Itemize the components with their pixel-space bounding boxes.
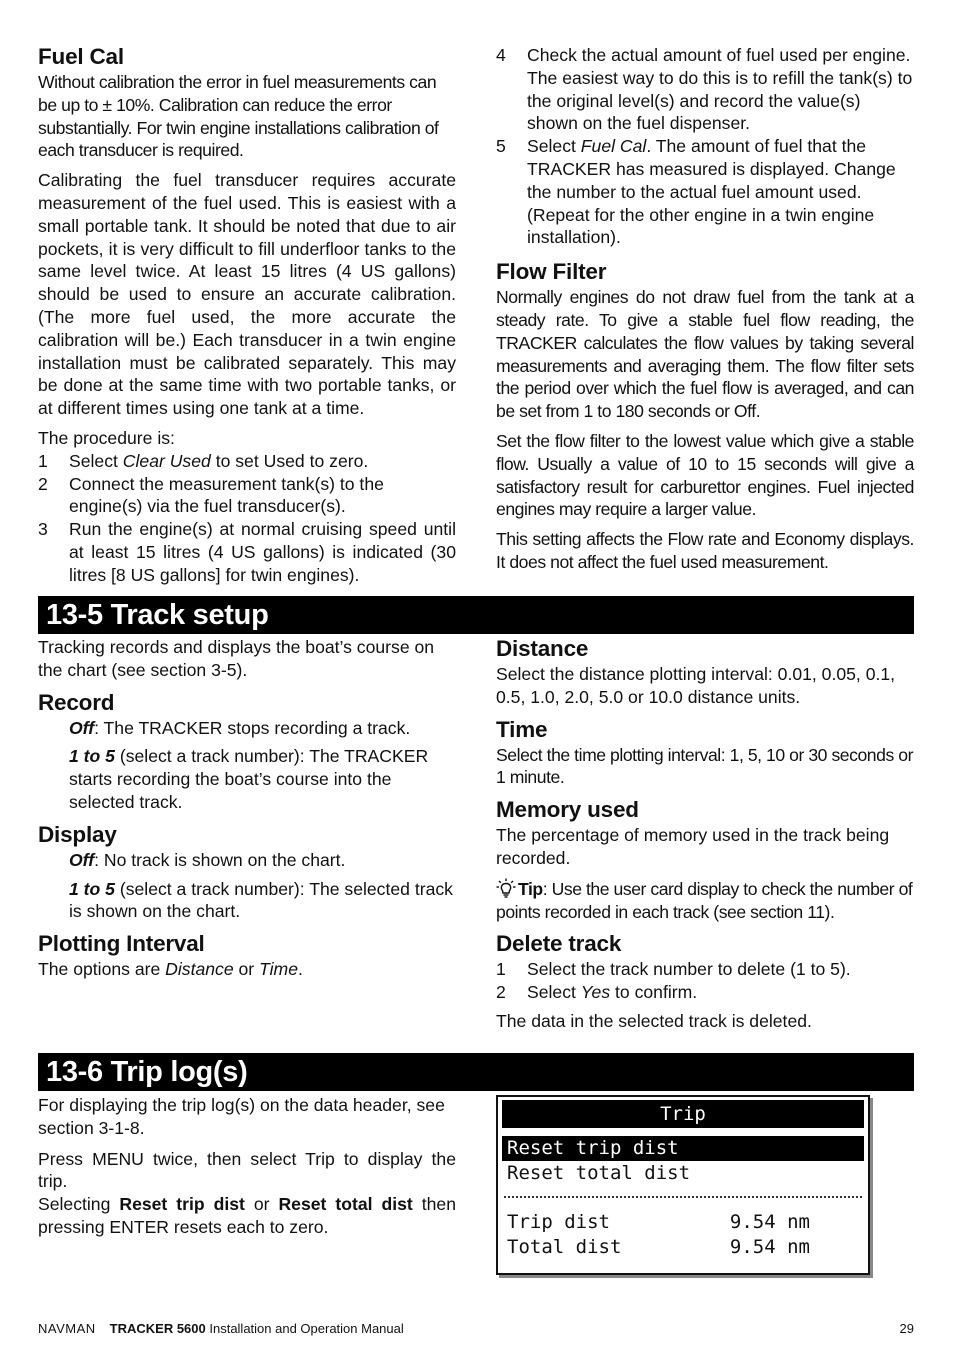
trip-log-paragraph-1: For displaying the trip log(s) on the data header, see section 3-1-8. — [38, 1095, 445, 1138]
trip-dist-value: 9.54 nm — [729, 1211, 810, 1233]
reset-trip-dist-term: Reset trip dist — [119, 1194, 245, 1215]
trip-log-paragraph-2: Press MENU twice, then select Trip to display the trip. — [38, 1148, 456, 1192]
step-number: 3 — [38, 519, 48, 540]
trip-screen — [496, 1095, 870, 1275]
step-text: Check the actual amount of fuel used per engine. The easiest way to do this is to refill the tank(s) to the original level(s) and record the value(s) shown on the fuel dispenser. — [527, 45, 913, 134]
option-range-desc: (select a track number): The selected track is shown on the chart. — [69, 878, 453, 922]
track-setup-intro: Tracking records and displays the boat’s course on the chart (see section 3-5). — [38, 637, 435, 680]
delete-step — [496, 981, 914, 1004]
distance-heading: Distance — [496, 636, 589, 661]
record-off — [38, 717, 456, 740]
procedure-step — [496, 44, 914, 135]
page-number: 29 — [899, 1321, 914, 1336]
total-dist-value: 9.54 nm — [729, 1236, 810, 1258]
fuel-cal-heading: Fuel Cal — [38, 44, 124, 69]
fuel-cal-section — [38, 44, 456, 593]
dotted-divider — [504, 1196, 862, 1198]
tip-label: Tip — [518, 878, 543, 899]
plotting-pre: The options are — [38, 959, 166, 980]
memory-used-text: The percentage of memory used in the track being recorded. — [496, 825, 890, 868]
procedure-intro: The procedure is: — [38, 427, 175, 448]
flow-filter-paragraph-2: Set the flow filter to the lowest value which give a stable flow. Usually a value of 10 to 15 seconds will give a satisfactory result for carburettor engines. Fuel injected engines may require a larger value. — [496, 430, 914, 520]
option-off: Off — [69, 717, 95, 738]
p3-pre: Selecting — [38, 1194, 120, 1215]
time-heading: Time — [496, 716, 548, 742]
step-text — [69, 450, 456, 473]
option-off-desc: : No track is shown on the chart. — [94, 849, 346, 870]
lightbulb-icon — [496, 878, 516, 898]
distance-text: Select the distance plotting interval: 0.01, 0.05, 0.1, 0.5, 1.0, 2.0, 5.0 or 10.0 distance units. — [496, 664, 896, 707]
time-text: Select the time plotting interval: 1, 5, 10 or 30 seconds or 1 minute. — [496, 744, 914, 788]
procedure-step — [38, 518, 456, 586]
delete-track-steps — [496, 958, 914, 1004]
trip-dist-label: Trip dist — [507, 1211, 610, 1233]
memory-used-heading: Memory used — [496, 797, 639, 823]
step-emphasis: Fuel Cal — [580, 136, 647, 157]
trip-log-paragraph-3 — [38, 1193, 456, 1239]
menu-item-reset-trip-dist[interactable]: Reset trip dist — [502, 1136, 864, 1161]
total-dist-label: Total dist — [507, 1236, 622, 1258]
track-setup-left — [38, 636, 456, 987]
track-setup-right — [496, 636, 914, 1039]
record-range — [38, 745, 456, 813]
delete-track-heading: Delete track — [496, 931, 622, 957]
delete-step — [496, 958, 914, 981]
procedure-step — [38, 473, 456, 519]
step-text: Run the engine(s) at normal cruising speed until at least 15 litres (4 US gallons) is indicated (30 litres [8 US gallons] for twin engines). — [69, 519, 456, 585]
p3-mid: or — [244, 1194, 279, 1215]
menu-item-reset-total-dist[interactable]: Reset total dist — [507, 1162, 691, 1184]
flow-filter-heading: Flow Filter — [496, 259, 607, 285]
step-number: 1 — [496, 959, 506, 980]
display-off — [38, 849, 456, 872]
plotting-mid: or — [233, 959, 260, 980]
procedure-steps — [38, 450, 456, 587]
brand-logo: NAVMAN — [38, 1321, 96, 1336]
footer-model: TRACKER 5600 — [109, 1321, 206, 1336]
step-number: 1 — [38, 450, 48, 471]
plotting-interval-text — [38, 958, 456, 981]
step-emphasis: Clear Used — [122, 450, 211, 471]
trip-log-banner: 13-6 Trip log(s) — [38, 1053, 914, 1091]
tip-text: : Use the user card display to check the number of points recorded in each track (see section 11). — [496, 878, 913, 922]
step-number: 2 — [38, 473, 48, 494]
total-dist-row — [502, 1235, 864, 1260]
footer-title: Installation and Operation Manual — [205, 1321, 404, 1336]
plotting-interval-heading: Plotting Interval — [38, 931, 205, 957]
trip-log-left — [38, 1094, 456, 1245]
option-range: 1 to 5 — [69, 878, 115, 899]
procedure-step — [496, 135, 914, 249]
trip-dist-row — [502, 1210, 864, 1235]
plotting-option-time: Time — [259, 959, 298, 980]
page-footer — [38, 1320, 404, 1338]
step-text-pre: Select — [69, 450, 123, 471]
step-text — [527, 135, 914, 249]
reset-total-dist-term: Reset total dist — [278, 1194, 413, 1215]
record-heading: Record — [38, 689, 115, 715]
step-text-pre: Select — [527, 982, 581, 1003]
step-text: Select the track number to delete (1 to 5). — [527, 959, 851, 980]
step-text-post: to confirm. — [610, 982, 698, 1003]
plotting-post: . — [297, 959, 303, 980]
display-range — [38, 878, 456, 924]
fuel-cal-continued — [496, 44, 914, 580]
p3-post: then pressing ENTER resets each to zero. — [38, 1194, 456, 1237]
procedure-step — [38, 450, 456, 473]
plotting-option-distance: Distance — [165, 959, 234, 980]
track-setup-banner: 13-5 Track setup — [38, 596, 914, 634]
fuel-cal-paragraph-2: Calibrating the fuel transducer requires accurate measurement of the fuel used. This is easiest with a small portable tank. It should be noted that due to air pockets, it is very difficult to fill underfloor tanks to the same level twice. At least 15 litres (4 US gallons) should be used to ensure an accurate calibration. (The more fuel used, the more accurate the calibration will be.) Each transducer in a twin engine installation must be calibrated separately. This may be done at the same time with two portable tanks, or at different times using one tank at a time. — [38, 170, 456, 419]
option-range: 1 to 5 — [69, 746, 115, 767]
step-text: Connect the measurement tank(s) to the engine(s) via the fuel transducer(s). — [69, 473, 384, 517]
step-text-post: . The amount of fuel that the TRACKER has measured is displayed. Change the number to the actual fuel amount used. (Repeat for the other engine in a twin engine installation). — [527, 136, 896, 248]
option-off: Off — [69, 849, 95, 870]
step-number: 2 — [496, 982, 506, 1003]
display-heading: Display — [38, 821, 117, 847]
flow-filter-paragraph-3: This setting affects the Flow rate and Economy displays. It does not affect the fuel used measurement. — [496, 529, 914, 572]
delete-track-result: The data in the selected track is deleted. — [496, 1010, 812, 1031]
step-text — [527, 981, 914, 1004]
step-emphasis: Yes — [580, 982, 611, 1003]
option-off-desc: : The TRACKER stops recording a track. — [94, 717, 411, 738]
option-range-desc: (select a track number): The TRACKER starts recording the boat’s course into the selected track. — [69, 746, 429, 812]
step-text-post: to set Used to zero. — [210, 450, 369, 471]
trip-screen-title: Trip — [502, 1100, 864, 1128]
procedure-steps-continued — [496, 44, 914, 249]
step-number: 4 — [496, 45, 506, 65]
step-text-pre: Select — [527, 136, 581, 157]
tip-note — [496, 878, 914, 924]
fuel-cal-paragraph-1: Without calibration the error in fuel measurements can be up to ± 10%. Calibration can reduce the error substantially. For twin engine installations calibration of each transducer is required. — [38, 72, 439, 161]
flow-filter-paragraph-1: Normally engines do not draw fuel from the tank at a steady rate. To give a stable fuel flow reading, the TRACKER calculates the flow values by taking several measurements and averaging them. The flow filter sets the period over which the fuel flow is averaged, and can be set from 1 to 180 seconds or Off. — [496, 287, 914, 422]
step-number: 5 — [496, 136, 506, 157]
